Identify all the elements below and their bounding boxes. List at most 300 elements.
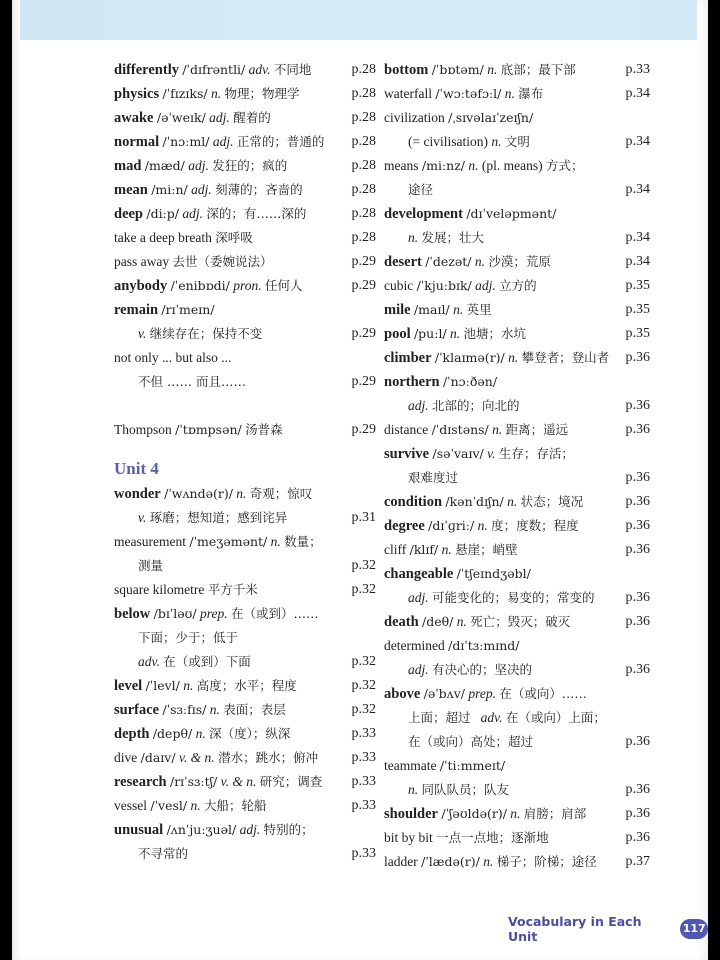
vocab-entry [384, 802, 650, 826]
page-ref: p.36 [625, 614, 650, 629]
page-ref: p.28 [351, 62, 376, 77]
definition: 特别的； [263, 822, 314, 837]
vocab-entry [114, 674, 376, 698]
phrase: square kilometre [114, 582, 205, 597]
vocab-entry-continuation [384, 730, 650, 754]
phonetic: /ˈbɒtəm/ [431, 62, 484, 77]
phonetic: /ˈsɜːfɪs/ [162, 702, 207, 717]
vocab-entry [114, 746, 376, 770]
vocab-entry-continuation [384, 466, 650, 490]
vocab-entry [384, 490, 650, 514]
page-ref: p.32 [351, 558, 376, 573]
part-of-speech: n. [270, 534, 281, 549]
vocab-entry-continuation [384, 586, 650, 610]
part-of-speech: n. [492, 422, 503, 437]
headword: above [384, 686, 421, 702]
part-of-speech: n. [474, 254, 485, 269]
part-of-speech: adj. [188, 158, 209, 173]
page-ref: p.36 [625, 662, 650, 677]
headword: below [114, 606, 151, 622]
page-ref: p.36 [625, 422, 650, 437]
part-of-speech: n. [183, 678, 194, 693]
vocab-entry [384, 106, 650, 130]
part-of-speech: n. [453, 302, 464, 317]
definition: 有决心的；坚决的 [432, 662, 533, 677]
definition: 平方千米 [207, 582, 258, 597]
definition: 英里 [466, 302, 492, 317]
vocab-entry-continuation [384, 706, 650, 730]
headword: anybody [114, 278, 168, 294]
phonetic: /kənˈdɪʃn/ [445, 494, 504, 509]
phrase: pass away [114, 254, 170, 269]
headword: mad [114, 158, 142, 174]
definition: 死亡；毁灭；破灭 [470, 614, 571, 629]
vocab-entry [114, 298, 376, 322]
definition: 继续存在；保持不变 [149, 326, 263, 341]
definition: 发狂的；疯的 [212, 158, 288, 173]
page-ref: p.33 [351, 798, 376, 813]
headword: survive [384, 446, 430, 462]
headword: differently [114, 62, 179, 78]
page-ref: p.29 [351, 326, 376, 341]
vocab-entry [384, 610, 650, 634]
definition: 一点一点地；逐渐地 [436, 830, 549, 845]
vocab-entry [384, 634, 650, 658]
part-of-speech: adv. [138, 654, 160, 669]
page-ref: p.36 [625, 734, 650, 749]
vocab-entry [114, 530, 376, 554]
definition: 距离；遥远 [505, 422, 569, 437]
part-of-speech: adv. [480, 710, 503, 725]
phonetic: /ˈenibɒdi/ [170, 278, 230, 293]
definition: 方式； [545, 158, 584, 173]
part-of-speech: adj. [475, 278, 496, 293]
phonetic: /depθ/ [152, 726, 193, 741]
part-of-speech: adj. [212, 134, 234, 149]
part-of-speech: n. [456, 614, 467, 629]
phonetic: /miːnz/ [421, 158, 465, 173]
page-ref: p.33 [625, 62, 650, 77]
word: measurement [114, 534, 186, 549]
vocab-entry [114, 482, 376, 506]
definition: 在（或向）上面； [505, 710, 606, 725]
page-ref: p.36 [625, 830, 650, 845]
definition: 表面；表层 [223, 702, 286, 717]
page-number-badge: 117 [680, 919, 708, 939]
definition: 在（或到）下面 [163, 654, 251, 669]
phonetic: /ʌnˈjuːʒuəl/ [166, 822, 237, 837]
phonetic: /ˈdezət/ [425, 254, 472, 269]
vocab-entry-continuation [114, 626, 376, 650]
page-ref: p.36 [625, 782, 650, 797]
vocab-entry [384, 442, 650, 466]
vocab-entry [114, 818, 376, 842]
part-of-speech: n. [441, 542, 452, 557]
page-ref: p.32 [351, 702, 376, 717]
vocab-entry-continuation [384, 178, 650, 202]
vocab-entry [114, 226, 376, 250]
definition: 梯子；阶梯；途径 [496, 854, 597, 869]
headword: research [114, 774, 167, 790]
plural-note: (pl. means) [481, 158, 543, 173]
part-of-speech: v. [138, 510, 147, 525]
vocab-entry-continuation [114, 554, 376, 578]
page-ref: p.35 [625, 302, 650, 317]
part-of-speech: n. [487, 62, 498, 77]
word: cubic [384, 278, 414, 293]
headword: changeable [384, 566, 454, 582]
headword: desert [384, 254, 422, 270]
phonetic: /ˈkjuːbɪk/ [416, 278, 472, 293]
word: civilization [384, 110, 445, 125]
vocab-entry [114, 602, 376, 626]
page-ref: p.36 [625, 542, 650, 557]
part-of-speech: n. [195, 726, 206, 741]
word: means [384, 158, 419, 173]
part-of-speech: n. [408, 782, 419, 797]
vocab-entry [114, 178, 376, 202]
alt-spelling: (= civilisation) [408, 134, 488, 149]
phonetic: /səˈvaɪv/ [432, 446, 484, 461]
headword: deep [114, 206, 143, 222]
headword: death [384, 614, 419, 630]
definition: 度；度数；程度 [491, 518, 579, 533]
phonetic: /ˈlædə(r)/ [421, 854, 480, 869]
definition: 立方的 [499, 278, 537, 293]
page-ref: p.33 [351, 774, 376, 789]
part-of-speech: n. [504, 86, 515, 101]
vocab-entry [384, 274, 650, 298]
page-footer [508, 914, 708, 944]
part-of-speech: n. [236, 486, 247, 501]
vocab-entry-continuation [114, 322, 376, 346]
vocab-entry [384, 154, 650, 178]
definition: 高度；水平；程度 [196, 678, 297, 693]
definition: 池塘；水坑 [463, 326, 527, 341]
part-of-speech: n. [408, 230, 419, 245]
definition: 奇观；惊叹 [249, 486, 313, 501]
vocab-entry [114, 722, 376, 746]
phonetic: /ˈvesl/ [150, 798, 188, 813]
phonetic: /ˈdɪstəns/ [431, 422, 489, 437]
definition: 数量； [284, 534, 322, 549]
part-of-speech: n. [468, 158, 479, 173]
headword: bottom [384, 62, 429, 78]
headword: development [384, 206, 463, 222]
phonetic: /əˈweɪk/ [156, 110, 206, 125]
page-ref: p.28 [351, 158, 376, 173]
definition: 琢磨；想知道；感到诧异 [149, 510, 288, 525]
page-ref: p.34 [625, 86, 650, 101]
vocab-entry-continuation [384, 394, 650, 418]
phonetic: /ˈtiːmmeɪt/ [439, 758, 506, 773]
phonetic: /dɪˈtɜːmɪnd/ [448, 638, 520, 653]
word: waterfall [384, 86, 432, 101]
vocab-column-right [384, 58, 650, 874]
headword: northern [384, 374, 440, 390]
phonetic: /klɪf/ [409, 542, 439, 557]
headword: wonder [114, 486, 161, 502]
page-ref: p.36 [625, 398, 650, 413]
definition: 深（度）；纵深 [209, 726, 291, 741]
vocab-entry-continuation [114, 370, 376, 394]
part-of-speech: n. [190, 798, 201, 813]
phonetic: /əˈbʌv/ [423, 686, 466, 701]
vocab-entry [114, 82, 376, 106]
vocab-entry-continuation [114, 650, 376, 674]
phonetic: /deθ/ [422, 614, 454, 629]
vocab-entry-continuation [384, 130, 650, 154]
word: distance [384, 422, 429, 437]
page-ref: p.29 [351, 374, 376, 389]
vocab-entry [114, 154, 376, 178]
headword: unusual [114, 822, 164, 838]
vocab-entry [114, 274, 376, 298]
definition: 下面；少于；低于 [138, 630, 239, 645]
part-of-speech: n. [210, 86, 222, 101]
vocab-column-left [114, 58, 376, 866]
phonetic: /ˈtʃeɪndʒəbl/ [456, 566, 531, 581]
vocab-entry [384, 682, 650, 706]
vocab-entry-continuation [114, 842, 376, 866]
word: cliff [384, 542, 407, 557]
part-of-speech: n. [209, 702, 220, 717]
vocab-entry [114, 202, 376, 226]
headword: physics [114, 86, 160, 102]
word: dive [114, 750, 138, 765]
word: ladder [384, 854, 418, 869]
headword: mean [114, 182, 148, 198]
part-of-speech: adj. [408, 662, 429, 677]
page-ref: p.36 [625, 518, 650, 533]
definition: 沙漠；荒原 [488, 254, 551, 269]
phonetic: /ˈfɪzɪks/ [162, 86, 208, 101]
textbook-page [12, 0, 708, 960]
definition: 在（或到）…… [231, 606, 319, 621]
vocab-entry [384, 826, 650, 850]
vocab-entry [384, 250, 650, 274]
phonetic: /miːn/ [151, 182, 188, 197]
page-ref: p.28 [351, 206, 376, 221]
headword: level [114, 678, 143, 694]
definition: 在（或向）…… [499, 686, 587, 701]
page-ref: p.33 [351, 726, 376, 741]
definition: 艰难度过 [408, 470, 459, 485]
part-of-speech: adj. [239, 822, 261, 837]
definition: 悬崖；峭壁 [455, 542, 518, 557]
page-ref: p.35 [625, 278, 650, 293]
part-of-speech: n. [450, 326, 461, 341]
vocab-entry [114, 250, 376, 274]
definition: 同队队员；队友 [421, 782, 510, 797]
vocab-entry [384, 514, 650, 538]
part-of-speech: adj. [182, 206, 204, 221]
part-of-speech: adj. [408, 590, 429, 605]
headword: depth [114, 726, 150, 742]
page-ref: p.37 [625, 854, 650, 869]
vocab-entry [384, 58, 650, 82]
phrase: not only ... but also ... [114, 350, 232, 365]
headword: awake [114, 110, 154, 126]
phonetic: /daɪv/ [140, 750, 176, 765]
vocab-entry [384, 82, 650, 106]
definition: 任何人 [265, 278, 303, 293]
definition: 底部；最下部 [500, 62, 576, 77]
page-ref: p.33 [351, 846, 376, 861]
definition: 醒着的 [233, 110, 271, 125]
definition: 测量 [138, 558, 164, 573]
vocab-entry [114, 770, 376, 794]
page-ref: p.32 [351, 678, 376, 693]
part-of-speech: v. [487, 446, 496, 461]
vocab-entry [114, 418, 376, 442]
phonetic: /maɪl/ [413, 302, 450, 317]
definition: 途径 [408, 182, 434, 197]
headword: condition [384, 494, 443, 510]
headword: pool [384, 326, 411, 342]
vocab-entry [384, 202, 650, 226]
definition: 正常的；普通的 [236, 134, 325, 149]
definition: 不但 …… 而且…… [138, 374, 246, 389]
page-ref: p.28 [351, 86, 376, 101]
part-of-speech: pron. [233, 278, 262, 293]
page-ref: p.32 [351, 582, 376, 597]
phonetic: /ˈʃəʊldə(r)/ [441, 806, 507, 821]
phonetic: /mæd/ [144, 158, 185, 173]
phonetic: /diːp/ [146, 206, 180, 221]
definition: 不同地 [273, 62, 312, 77]
vocab-entry-continuation [384, 658, 650, 682]
definition: 攀登者；登山者 [521, 350, 610, 365]
phonetic: /ˈmeʒəmənt/ [189, 534, 268, 549]
vocab-entry [384, 322, 650, 346]
phonetic: /ˈnɔːml/ [162, 134, 210, 149]
definition: 深呼吸 [215, 230, 253, 245]
part-of-speech: adv. [248, 62, 271, 77]
phonetic: /ˈklaɪmə(r)/ [434, 350, 505, 365]
definition: 生存；存活； [498, 446, 574, 461]
proper-noun: Thompson [114, 422, 172, 437]
part-of-speech: n. [483, 854, 494, 869]
vocab-entry [114, 698, 376, 722]
part-of-speech: v. [138, 326, 147, 341]
vocab-entry [384, 370, 650, 394]
word: teammate [384, 758, 437, 773]
phonetic: /dɪˈveləpmənt/ [466, 206, 557, 221]
definition: 可能变化的；易变的；常变的 [432, 590, 595, 605]
phrase: bit by bit [384, 830, 433, 845]
vocab-entry [114, 794, 376, 818]
definition: 汤普森 [245, 422, 283, 437]
page-ref: p.32 [351, 654, 376, 669]
page-ref: p.28 [351, 182, 376, 197]
page-ref: p.36 [625, 350, 650, 365]
phonetic: /ˌsɪvəlaɪˈzeɪʃn/ [448, 110, 534, 125]
definition: 研究；调查 [259, 774, 323, 789]
vocab-entry [114, 578, 376, 602]
vocab-entry [114, 58, 376, 82]
definition: 发展；壮大 [421, 230, 485, 245]
top-color-band [20, 0, 697, 40]
vocab-entry [384, 418, 650, 442]
definition: 潜水；跳水；俯冲 [218, 750, 319, 765]
page-ref: p.34 [625, 134, 650, 149]
vocab-entry [384, 538, 650, 562]
part-of-speech: v. & n. [178, 750, 215, 765]
phonetic: /rɪˈmeɪn/ [161, 302, 215, 317]
definition: 肩膀；肩部 [523, 806, 587, 821]
vocab-entry [114, 130, 376, 154]
definition: 去世（委婉说法） [172, 254, 273, 269]
definition: 深的；有……深的 [206, 206, 307, 221]
phrase: take a deep breath [114, 230, 212, 245]
headword: remain [114, 302, 159, 318]
definition: 瀑布 [518, 86, 544, 101]
definition: 不寻常的 [138, 846, 189, 861]
phonetic: /ˈnɔːðən/ [442, 374, 498, 389]
vocab-entry [384, 346, 650, 370]
definition: 状态；境况 [520, 494, 584, 509]
word: determined [384, 638, 445, 653]
definition: 在（或向）高处；超过 [408, 734, 534, 749]
part-of-speech: prep. [200, 606, 228, 621]
definition: 上面；超过 [408, 710, 471, 725]
vocab-entry-continuation [114, 506, 376, 530]
headword: mile [384, 302, 411, 318]
page-ref: p.31 [351, 510, 376, 525]
page-ref: p.36 [625, 590, 650, 605]
phonetic: /puːl/ [413, 326, 447, 341]
definition: 物理；物理学 [224, 86, 300, 101]
headword: shoulder [384, 806, 438, 822]
definition: 刻薄的；吝啬的 [215, 182, 303, 197]
phonetic: /rɪˈsɜːtʃ/ [170, 774, 218, 789]
page-ref: p.28 [351, 134, 376, 149]
footer-section-title: Vocabulary in Each Unit [508, 914, 642, 944]
vocab-entry [384, 754, 650, 778]
part-of-speech: prep. [468, 686, 497, 701]
part-of-speech: adj. [191, 182, 212, 197]
page-ref: p.36 [625, 494, 650, 509]
phonetic: /ˈdɪfrəntli/ [182, 62, 246, 77]
word: vessel [114, 798, 147, 813]
vocab-entry [384, 850, 650, 874]
page-ref: p.36 [625, 470, 650, 485]
unit-heading: Unit 4 [114, 459, 159, 478]
page-ref: p.29 [351, 254, 376, 269]
vocab-entry-continuation [384, 778, 650, 802]
part-of-speech: adj. [209, 110, 230, 125]
page-ref: p.29 [351, 422, 376, 437]
part-of-speech: n. [491, 134, 502, 149]
watermark-logo [600, 28, 692, 58]
page-ref: p.36 [625, 806, 650, 821]
page-ref: p.33 [351, 750, 376, 765]
page-ref: p.29 [351, 278, 376, 293]
headword: normal [114, 134, 160, 150]
headword: climber [384, 350, 432, 366]
page-ref: p.28 [351, 230, 376, 245]
headword: degree [384, 518, 425, 534]
headword: surface [114, 702, 160, 718]
page-ref: p.34 [625, 230, 650, 245]
phonetic: /ˈwʌndə(r)/ [164, 486, 233, 501]
phonetic: /bɪˈləʊ/ [153, 606, 197, 621]
phonetic: /ˈtɒmpsən/ [175, 422, 242, 437]
part-of-speech: n. [510, 806, 521, 821]
spacer [114, 394, 376, 418]
vocab-entry-continuation [384, 226, 650, 250]
